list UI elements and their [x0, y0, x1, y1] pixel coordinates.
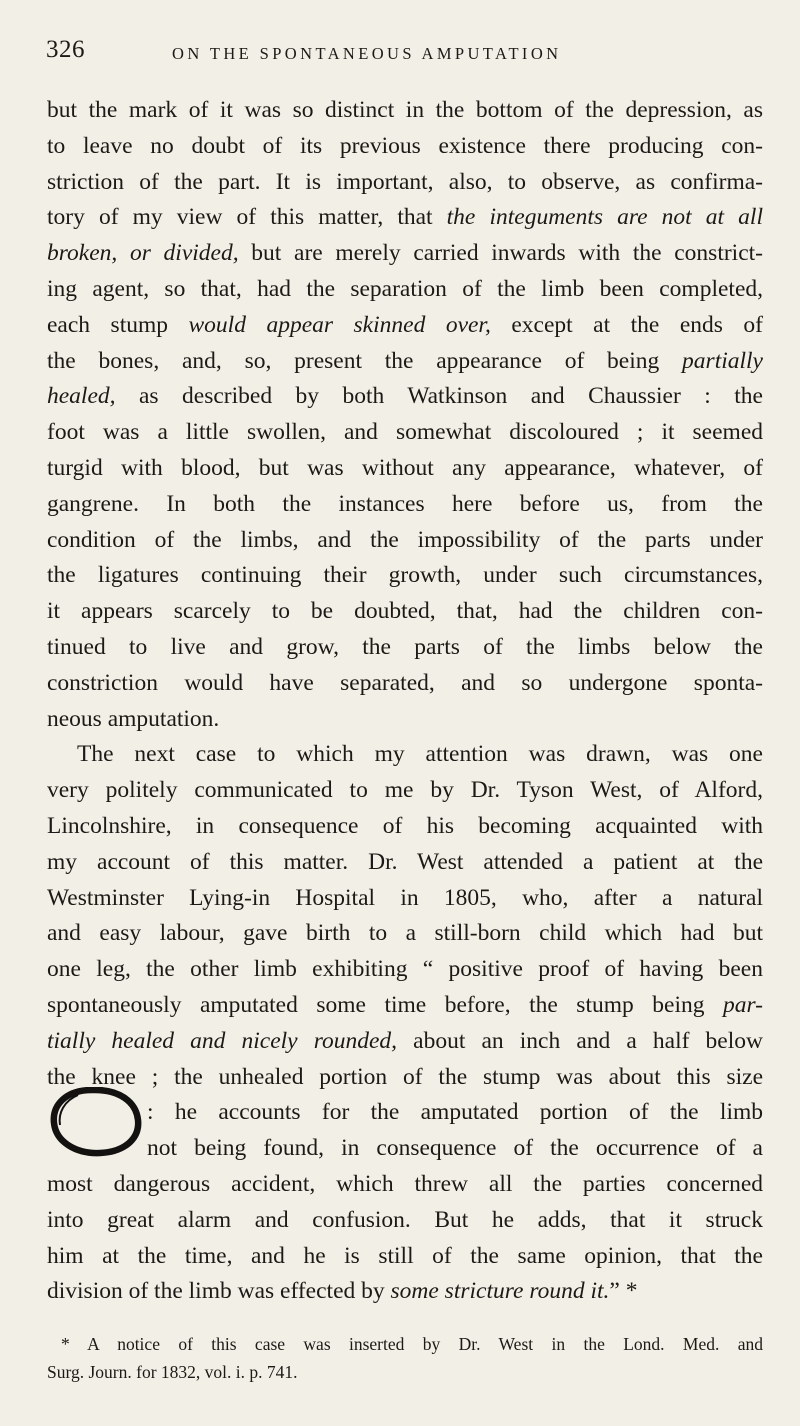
text-run: but are merely carried inwards with the constrict-: [238, 240, 763, 267]
text-run: division of the limb was effected by: [47, 1278, 391, 1305]
body-line: [47, 1060, 763, 1096]
text-run: : he accounts for the amputated portion of the limb: [147, 1099, 763, 1126]
body-line: [47, 165, 763, 201]
body-line: [47, 666, 763, 702]
text-run: turgid with blood, but was without any appearance, whatever, of: [47, 454, 763, 481]
text-run: into great alarm and confusion. But he adds, that it struck: [47, 1206, 763, 1233]
body-line: [47, 1274, 763, 1310]
page-header: [46, 36, 766, 68]
text-run: very politely communicated to me by Dr. Tyson West, of Alford,: [47, 777, 763, 804]
text-run: except at the ends of: [490, 311, 764, 338]
text-run: foot was a little swollen, and somewhat discoloured ; it seemed: [47, 419, 763, 446]
text-run: the ligatures continuing their growth, under such circumstances,: [47, 562, 763, 589]
text-run: striction of the part. It is important, also, to observe, as confirma-: [47, 168, 763, 195]
text-run: tory of my view of this matter, that: [47, 204, 447, 231]
text-run: constriction would have separated, and so undergone sponta-: [47, 669, 763, 696]
text-run: the bones, and, so, present the appearance of being: [47, 347, 683, 374]
text-run: my account of this matter. Dr. West attended a patient at the: [47, 848, 763, 875]
body-line: [47, 773, 763, 809]
text-run: ” *: [609, 1278, 638, 1305]
text-run: it appears scarcely to be doubted, that, had the children con-: [47, 598, 763, 625]
footnote-line: [47, 1358, 763, 1386]
text-run: The next case to which my attention was drawn, was one: [77, 741, 763, 768]
body-line: [47, 952, 763, 988]
body-line: [47, 308, 763, 344]
body-line: [47, 1024, 763, 1060]
page-number: 326: [46, 36, 85, 63]
body-line: [47, 558, 763, 594]
italic-text: would appear skinned over,: [188, 311, 491, 338]
body-line: [47, 1095, 763, 1131]
text-run: and easy labour, gave birth to a still-born child which had but: [47, 920, 763, 947]
body-line: [47, 630, 763, 666]
text-run: one leg, the other limb exhibiting “ positive proof of having been: [47, 956, 763, 983]
text-run: condition of the limbs, and the impossibility of the parts under: [47, 526, 763, 553]
text-run: * A notice of this case was inserted by Dr. West in the Lond. Med. and: [61, 1334, 763, 1354]
body-line: [47, 379, 763, 415]
text-run: not being found, in consequence of the occurrence of a: [147, 1135, 763, 1162]
body-line: [47, 1167, 763, 1203]
body-line: [47, 415, 763, 451]
italic-text: partially: [682, 347, 763, 374]
body-line: [47, 737, 763, 773]
text-run: tinued to live and grow, the parts of the limbs below the: [47, 633, 763, 660]
body-line: [47, 129, 763, 165]
body-line: [47, 916, 763, 952]
body-line: [47, 1131, 763, 1167]
footnote: [47, 1330, 763, 1386]
italic-text: tially healed and nicely rounded,: [47, 1027, 398, 1054]
body-line: [47, 988, 763, 1024]
body-line: [47, 1239, 763, 1275]
text-run: ing agent, so that, had the separation of the limb been completed,: [47, 275, 763, 302]
italic-text: the integuments are not at all: [446, 204, 763, 231]
body-line: [47, 451, 763, 487]
text-run: spontaneously amputated some time before, the stump being: [47, 991, 723, 1018]
italic-text: broken, or divided,: [47, 240, 239, 267]
body-line: [47, 236, 763, 272]
body-line: [47, 200, 763, 236]
italic-text: healed,: [47, 383, 116, 410]
text-run: most dangerous accident, which threw all the parties concerned: [47, 1170, 763, 1197]
text-run: as described by both Watkinson and Chaussier : the: [115, 383, 763, 410]
body-line: [47, 1203, 763, 1239]
text-run: but the mark of it was so distinct in the bottom of the depression, as: [47, 97, 763, 123]
body-line: [47, 809, 763, 845]
body-line: [47, 702, 763, 738]
body-line: [47, 93, 763, 129]
text-run: Lincolnshire, in consequence of his becoming acquainted with: [47, 812, 763, 839]
text-run: the knee ; the unhealed portion of the stump was about this size: [47, 1063, 763, 1090]
body-line: [47, 845, 763, 881]
text-run: him at the time, and he is still of the same opinion, that the: [47, 1242, 763, 1269]
stump-size-oval-figure: [48, 1087, 144, 1157]
text-run: neous amputation.: [47, 705, 220, 732]
text-run: each stump: [47, 311, 189, 338]
body-line: [47, 881, 763, 917]
body-line: [47, 594, 763, 630]
body-line: [47, 487, 763, 523]
running-head: ON THE SPONTANEOUS AMPUTATION: [172, 44, 562, 63]
text-run: about an inch and a half below: [397, 1027, 763, 1054]
body-line: [47, 272, 763, 308]
body-text: [47, 93, 763, 1310]
footnote-line: [47, 1330, 763, 1358]
italic-text: some stricture round it.: [390, 1278, 610, 1305]
text-run: Surg. Journ. for 1832, vol. i. p. 741.: [47, 1362, 298, 1382]
text-run: Westminster Lying-in Hospital in 1805, who, after a natural: [47, 884, 763, 911]
text-run: to leave no doubt of its previous existence there producing con-: [47, 132, 763, 159]
italic-text: par-: [722, 991, 763, 1018]
text-run: gangrene. In both the instances here before us, from the: [47, 490, 763, 517]
body-line: [47, 344, 763, 380]
body-line: [47, 523, 763, 559]
